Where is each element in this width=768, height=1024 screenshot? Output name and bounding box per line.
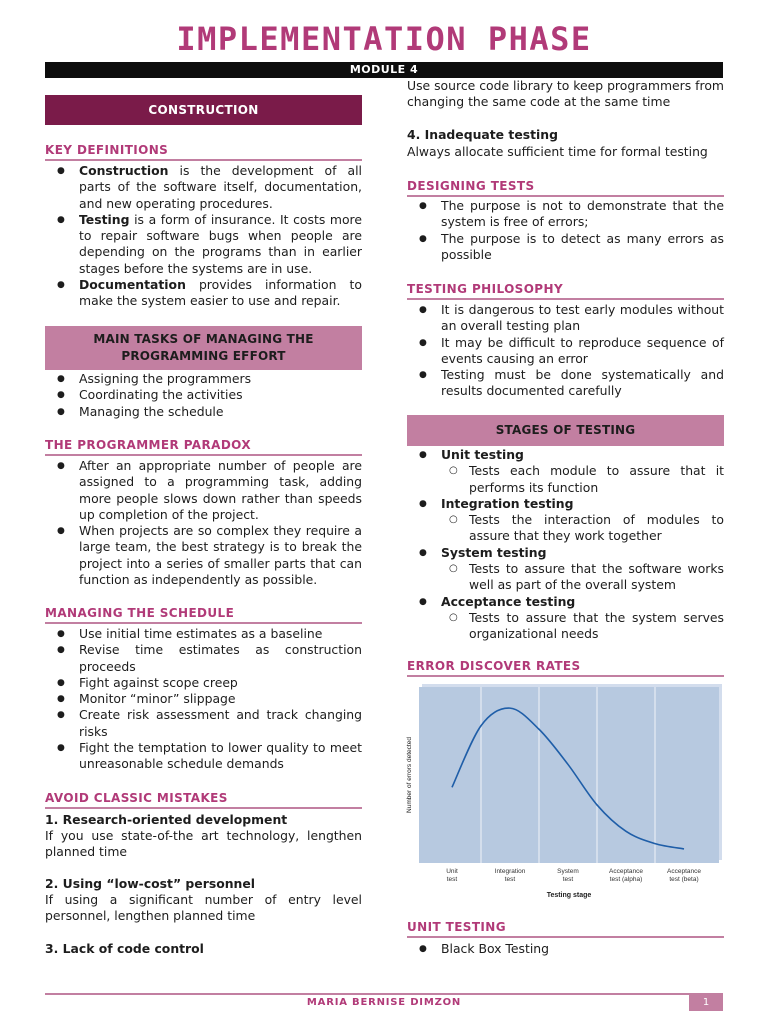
list-item: ● Black Box Testing <box>441 941 724 957</box>
programmer-paradox-list <box>45 458 362 588</box>
sub-list-item: ○ Tests each module to assure that it performs its function <box>469 463 724 496</box>
x-tick-label: test (alpha) <box>609 876 643 883</box>
testing-philosophy-heading: TESTING PHILOSOPHY <box>407 282 724 300</box>
list-item: ● It is dangerous to test early modules without an overall testing plan <box>441 302 724 335</box>
designing-tests-heading: DESIGNING TESTS <box>407 179 724 197</box>
list-item: ● Documentation provides information to make the system easier to use and repair. <box>79 277 362 310</box>
x-tick-label: test <box>562 876 574 883</box>
list-item: ● Revise time estimates as construction proceeds <box>79 642 362 675</box>
stages-of-testing-banner: STAGES OF TESTING <box>407 415 724 446</box>
footer-author: MARIA BERNISE DIMZON <box>306 997 462 1008</box>
list-item: ● Assigning the programmers <box>79 371 362 387</box>
sub-list-item: ○ Tests the interaction of modules to assure that they work together <box>469 512 724 545</box>
sub-list-item: ○ Tests to assure that the software works well as part of the overall system <box>469 561 724 594</box>
x-tick-label: Acceptance <box>667 868 701 875</box>
plot-background <box>419 687 719 863</box>
list-item: ● Integration testing ○ Tests the interaction of modules to assure that they work together <box>441 496 724 545</box>
programmer-paradox-heading: THE PROGRAMMER PARADOX <box>45 438 362 456</box>
page-title: IMPLEMENTATION PHASE <box>176 20 592 58</box>
designing-tests-list <box>407 198 724 263</box>
list-item: ● The purpose is not to demonstrate that the system is free of errors; <box>441 198 724 231</box>
key-definitions-heading: KEY DEFINITIONS <box>45 143 362 161</box>
main-tasks-list <box>45 371 362 420</box>
list-item: ● Construction is the development of all parts of the software itself, documentation, and new operating procedures. <box>79 163 362 212</box>
mistake-2-text: If using a significant number of entry level personnel, lengthen planned time <box>45 892 362 924</box>
list-item: ● Unit testing ○ Tests each module to assure that it performs its function <box>441 447 724 496</box>
error-discovery-chart <box>407 680 724 905</box>
testing-philosophy-list <box>407 302 724 400</box>
list-item: ● Use initial time estimates as a baseline <box>79 626 362 642</box>
mistake-2-title: 2. Using “low-cost” personnel <box>45 876 255 891</box>
classic-mistakes-heading: AVOID CLASSIC MISTAKES <box>45 791 362 809</box>
managing-schedule-heading: MANAGING THE SCHEDULE <box>45 606 362 624</box>
list-item: ● Monitor “minor” slippage <box>79 691 362 707</box>
mistake-3-title: 3. Lack of code control <box>45 941 204 956</box>
y-axis-label: Number of errors detected <box>406 737 413 813</box>
list-item: ● Managing the schedule <box>79 404 362 420</box>
mistake-1-text: If you use state-of-the art technology, lengthen planned time <box>45 828 362 860</box>
managing-schedule-list <box>45 626 362 773</box>
module-bar: MODULE 4 <box>45 62 723 78</box>
footer-divider <box>45 993 723 995</box>
list-item: ● Create risk assessment and track changing risks <box>79 707 362 740</box>
mistake-4-text: Always allocate sufficient time for formal testing <box>407 144 708 159</box>
page-number: 1 <box>689 995 723 1011</box>
list-item: ● It may be difficult to reproduce sequence of events causing an error <box>441 335 724 368</box>
x-tick-label: System <box>557 868 579 875</box>
list-item: ● Fight the temptation to lower quality to meet unreasonable schedule demands <box>79 740 362 773</box>
key-definitions-list <box>45 163 362 310</box>
error-rates-heading: ERROR DISCOVER RATES <box>407 659 724 677</box>
sub-list-item: ○ Tests to assure that the system serves organizational needs <box>469 610 724 643</box>
stages-of-testing-list <box>407 447 724 643</box>
list-item: ● Testing must be done systematically and results documented carefully <box>441 367 724 400</box>
x-tick-label: Integration <box>494 868 526 875</box>
x-tick-label: test (beta) <box>669 876 699 883</box>
unit-testing-list <box>407 941 724 957</box>
list-item: ● Testing is a form of insurance. It costs more to repair software bugs when people are depending on the programs than in earlier stages before the systems are in use. <box>79 212 362 277</box>
x-tick-label: test <box>504 876 516 883</box>
list-item: ● System testing ○ Tests to assure that the software works well as part of the overall system <box>441 545 724 594</box>
list-item: ● After an appropriate number of people are assigned to a programming task, adding more people slows down rather than speeds up completion of the project. <box>79 458 362 523</box>
list-item: ● When projects are so complex they require a large team, the best strategy is to break the project into a series of smaller parts that can function as independently as possible. <box>79 523 362 588</box>
mistake-3-text: Use source code library to keep programmers from changing the same code at the same time <box>407 78 724 110</box>
main-tasks-banner: MAIN TASKS OF MANAGING THE PROGRAMMING EFFORT <box>45 326 362 370</box>
mistake-4-title: 4. Inadequate testing <box>407 127 558 142</box>
mistake-1-title: 1. Research-oriented development <box>45 812 288 827</box>
x-tick-label: Acceptance <box>609 868 643 875</box>
unit-testing-heading: UNIT TESTING <box>407 920 724 938</box>
construction-banner: CONSTRUCTION <box>45 95 362 125</box>
list-item: ● Fight against scope creep <box>79 675 362 691</box>
list-item: ● Coordinating the activities <box>79 387 362 403</box>
x-tick-label: test <box>446 876 458 883</box>
x-tick-label: Unit <box>446 868 458 875</box>
x-axis-label: Testing stage <box>546 892 592 899</box>
list-item: ● Acceptance testing ○ Tests to assure that the system serves organizational needs <box>441 594 724 643</box>
list-item: ● The purpose is to detect as many errors as possible <box>441 231 724 264</box>
